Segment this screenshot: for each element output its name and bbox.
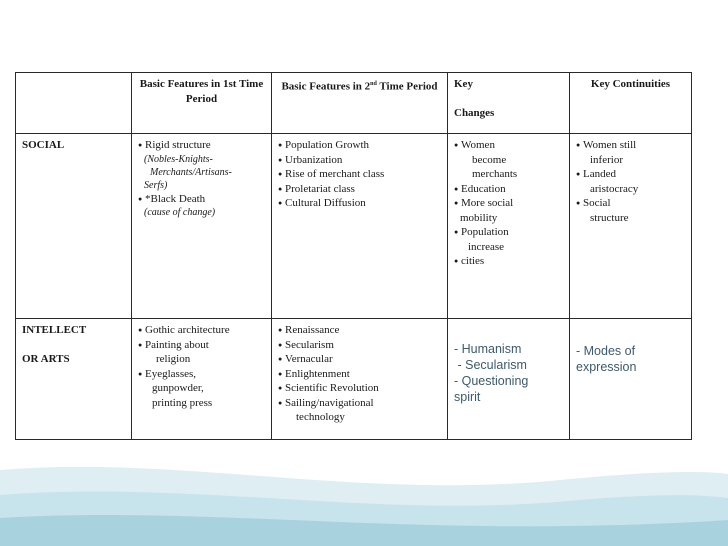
social-first-sub4: (cause of change) [144,207,216,218]
social-continuity-item: ● Landed [576,167,685,182]
social-change-item: ● Education [454,182,563,197]
intellect-first-cont: printing press [152,396,213,409]
header-second-period-text [278,77,441,94]
intellect-second-item: ● Sailing/navigational [278,396,441,411]
social-change-item: ● More social [454,196,563,211]
row-social [16,134,692,319]
header-key-continuities [570,73,692,134]
social-first-period [132,134,272,319]
intellect-first-period [132,319,272,440]
intellect-continuity-line: - Modes of [576,344,636,358]
social-change-item: ● Population [454,225,563,240]
header-second-pre: Basic Features in 2 [281,80,371,93]
social-second-period [272,134,448,319]
intellect-second-item: ● Scientific Revolution [278,381,441,396]
intellect-first-item: ● Eyeglasses, [138,367,265,382]
social-change-item: ● cities [454,254,563,269]
intellect-second-period [272,319,448,440]
social-continuity-cont: aristocracy [590,182,639,195]
intellect-second-item: ● Renaissance [278,323,441,338]
header-second-sup: nd [370,81,377,87]
intellect-first-item: ● Painting about [138,338,265,353]
intellect-changes [448,319,570,440]
social-changes [448,134,570,319]
row-intellect [16,319,692,440]
social-continuities [570,134,692,319]
social-continuity-item: ● Social [576,196,685,211]
social-change-cont: mobility [460,211,498,224]
intellect-second-item: ● Vernacular [278,352,441,367]
intellect-label: INTELLECT [22,324,87,336]
intellect-first-cont: religion [156,353,191,365]
header-row [16,73,692,134]
social-change-item: ● Women [454,138,563,153]
header-first-period-text: Basic Features in 1st Time Period [139,78,264,105]
intellect-changes-text [454,341,563,405]
intellect-first-cont: gunpowder, [152,382,204,394]
social-second-item: ● Proletariat class [278,182,441,197]
intellect-continuity-line: expression [576,360,637,374]
intellect-change-line: spirit [454,390,481,404]
social-second-item: ● Cultural Diffusion [278,196,441,211]
intellect-second-item: ● Secularism [278,338,441,353]
social-first-sub3: Serfs) [144,179,168,191]
social-change-cont: increase [468,240,505,253]
social-second-item: ● Population Growth [278,138,441,153]
header-empty-cell [16,73,132,134]
header-key-changes [448,73,570,134]
intellect-change-line: - Questioning [454,374,529,388]
intellect-change-line: - Humanism [454,342,522,356]
intellect-continuities-text [576,343,685,375]
features-table [15,72,692,440]
intellect-label-cell [16,319,132,440]
social-continuity-item: ● Women still [576,138,685,153]
social-change-cont: become [472,153,507,166]
header-key-label: Key [454,78,473,90]
social-label-cell [16,134,132,319]
social-label: SOCIAL [22,139,65,151]
arts-label: OR ARTS [22,352,70,365]
social-first-sub2: Merchants/Artisans- [150,166,232,178]
social-second-item: ● Rise of merchant class [278,167,441,182]
intellect-continuities [570,319,692,440]
header-first-period [132,73,272,134]
social-continuity-cont: structure [590,211,629,224]
header-second-period [272,73,448,134]
social-change-cont: merchants [472,168,518,180]
intellect-first-item: ● Gothic architecture [138,323,265,338]
intellect-second-cont: technology [296,411,345,423]
intellect-second-item: ● Enlightenment [278,367,441,382]
header-continuities-text: Key Continuities [590,78,671,90]
social-first-item: ● Rigid structure [138,138,265,153]
header-second-post: Time Period [376,80,438,93]
intellect-change-line: - Secularism [454,358,527,372]
social-continuity-cont: inferior [590,153,623,166]
header-changes-label: Changes [454,106,495,119]
social-second-item: ● Urbanization [278,153,441,168]
social-first-sub1: (Nobles-Knights- [144,153,213,165]
social-first-item: ● *Black Death [138,192,265,207]
